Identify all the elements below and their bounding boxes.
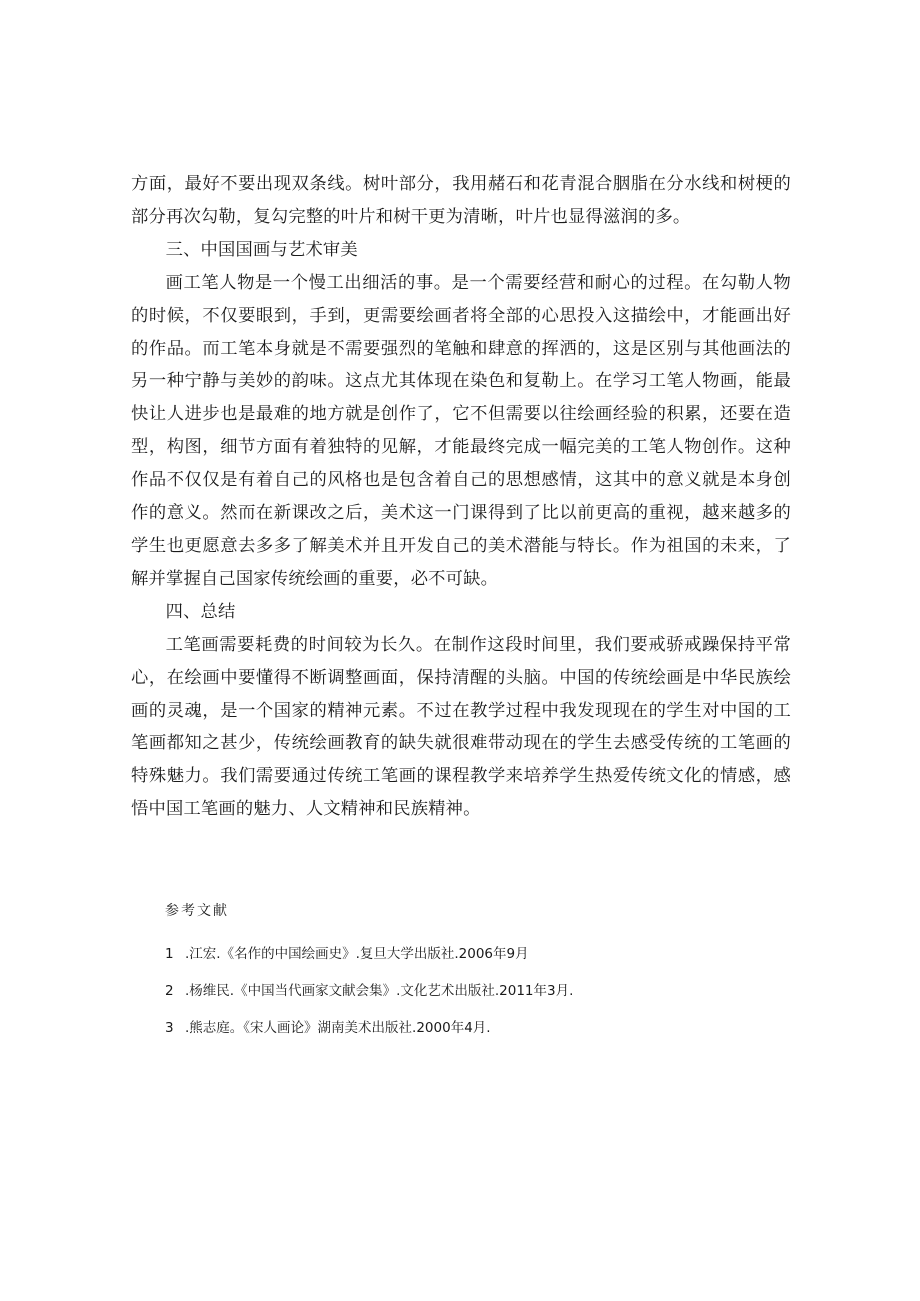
reference-number: 1 bbox=[165, 946, 174, 962]
paragraph-continuation: 方面，最好不要出现双条线。树叶部分，我用赭石和花青混合胭脂在分水线和树梗的部分再次勾勒，复勾完整的叶片和树干更为清晰，叶片也显得滋润的多。 bbox=[131, 174, 791, 227]
references-section bbox=[165, 900, 765, 1053]
reference-text: .熊志庭。《宋人画论》湖南美术出版社.2000年4月. bbox=[185, 1020, 491, 1036]
section-heading-4: 四、总结 bbox=[165, 601, 236, 622]
reference-item bbox=[165, 979, 765, 999]
reference-number: 2 bbox=[165, 983, 174, 999]
body-text bbox=[131, 168, 791, 826]
section-heading-3: 三、中国国画与艺术审美 bbox=[165, 239, 358, 260]
reference-text: .杨维民.《中国当代画家文献会集》.文化艺术出版社.2011年3月. bbox=[185, 983, 574, 999]
reference-text: .江宏.《名作的中国绘画史》.复旦大学出版社.2006年9月 bbox=[185, 946, 529, 962]
paragraph-art-aesthetics: 画工笔人物是一个慢工出细活的事。是一个需要经营和耐心的过程。在勾勒人物的时候，不仅要眼到，手到，更需要绘画者将全部的心思投入这描绘中，才能画出好的作品。而工笔本身就是不需要强烈的笔触和肆意的挥洒的，这是区别与其他画法的另一种宁静与美妙的韵味。这点尤其体现在染色和复勒上。在学习工笔人物画，能最快让人进步也是最难的地方就是创作了，它不但需要以往绘画经验的积累，还要在造型，构图，细节方面有着独特的见解，才能最终完成一幅完美的工笔人物创作。这种作品不仅仅是有着自己的风格也是包含着自己的思想感情，这其中的意义就是本身创作的意义。然而在新课改之后，美术这一门课得到了比以前更高的重视，越来越多的学生也更愿意去多多了解美术并且开发自己的美术潜能与特长。作为祖国的未来，了解并掌握自己国家传统绘画的重要，必不可缺。 bbox=[131, 272, 791, 589]
reference-item bbox=[165, 1016, 765, 1036]
references-title: 参考文献 bbox=[165, 903, 229, 919]
reference-item bbox=[165, 942, 765, 962]
reference-number: 3 bbox=[165, 1020, 174, 1036]
paragraph-summary: 工笔画需要耗费的时间较为长久。在制作这段时间里，我们要戒骄戒躁保持平常心，在绘画中要懂得不断调整画面，保持清醒的头脑。中国的传统绘画是中华民族绘画的灵魂，是一个国家的精神元素。不过在教学过程中我发现现在的学生对中国的工笔画都知之甚少，传统绘画教育的缺失就很难带动现在的学生去感受传统的工笔画的特殊魅力。我们需要通过传统工笔画的课程教学来培养学生热爱传统文化的情感，感悟中国工笔画的魅力、人文精神和民族精神。 bbox=[131, 634, 791, 820]
